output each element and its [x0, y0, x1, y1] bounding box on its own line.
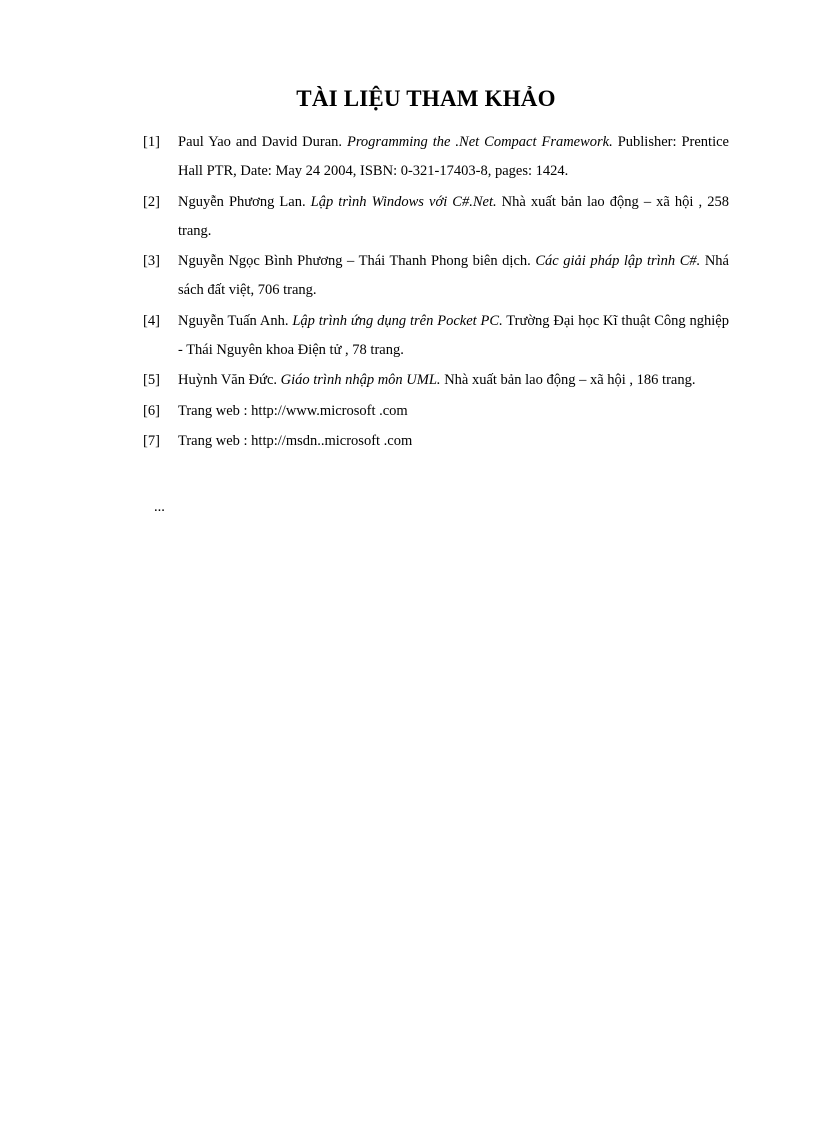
reference-text-plain: Paul Yao and David Duran. [178, 134, 347, 150]
reference-text-plain: Huỳnh Văn Đức. [178, 372, 281, 388]
reference-text-plain: Nguyễn Phương Lan. [178, 193, 311, 210]
reference-number: [1] [143, 134, 160, 150]
reference-item [143, 128, 729, 186]
reference-number: [7] [143, 433, 160, 449]
reference-text-italic: Lập trình ứng dụng trên Pocket PC. [292, 312, 503, 329]
page-title: TÀI LIỆU THAM KHẢO [296, 86, 556, 111]
reference-item [143, 307, 729, 365]
reference-text-italic: Giáo trình nhập môn UML. [280, 372, 441, 388]
reference-item [143, 397, 729, 426]
reference-text-italic: Lập trình Windows với C#.Net. [310, 193, 497, 210]
reference-item [143, 427, 729, 456]
continuation-ellipsis: ... [154, 499, 165, 515]
reference-text [178, 433, 412, 449]
reference-text [178, 403, 408, 419]
reference-text [178, 253, 729, 298]
reference-text-plain: Nhá sách đất việt, 706 trang. [178, 253, 729, 298]
reference-number: [5] [143, 372, 160, 388]
reference-text-italic: Các giải pháp lập trình C#. [535, 253, 701, 269]
reference-list [143, 128, 729, 458]
reference-item [143, 188, 729, 246]
reference-text-plain: Publisher: Prentice Hall PTR, Date: May 24 2004, ISBN: 0-321-17403-8, pages: 1424. [178, 134, 729, 179]
reference-number: [2] [143, 193, 160, 210]
reference-number: [6] [143, 402, 160, 419]
reference-item [143, 366, 729, 395]
reference-text-plain: Trang web : http://msdn..microsoft .com [178, 433, 413, 449]
reference-text-plain: Nhà xuất bản lao động – xã hội , 258 trang. [178, 193, 729, 239]
reference-text-plain: Trường Đại học Kĩ thuật Công nghiệp - Thái Nguyên khoa Điện tử , 78 trang. [178, 312, 729, 358]
reference-text-plain: Nguyễn Ngọc Bình Phương – Thái Thanh Phong biên dịch. [178, 253, 536, 269]
reference-text-plain: Trang web : http://www.microsoft .com [178, 402, 408, 419]
reference-text [178, 194, 729, 239]
reference-number: [4] [143, 312, 160, 329]
reference-text [178, 134, 729, 179]
reference-text-plain: Nguyễn Tuấn Anh. [178, 312, 293, 329]
reference-text-italic: Programming the .Net Compact Framework. [346, 134, 613, 150]
reference-item [143, 247, 729, 305]
reference-text [178, 372, 695, 388]
reference-number: [3] [143, 253, 160, 269]
reference-text [178, 313, 729, 358]
reference-text-plain: Nhà xuất bản lao động – xã hội , 186 trang. [440, 372, 696, 388]
